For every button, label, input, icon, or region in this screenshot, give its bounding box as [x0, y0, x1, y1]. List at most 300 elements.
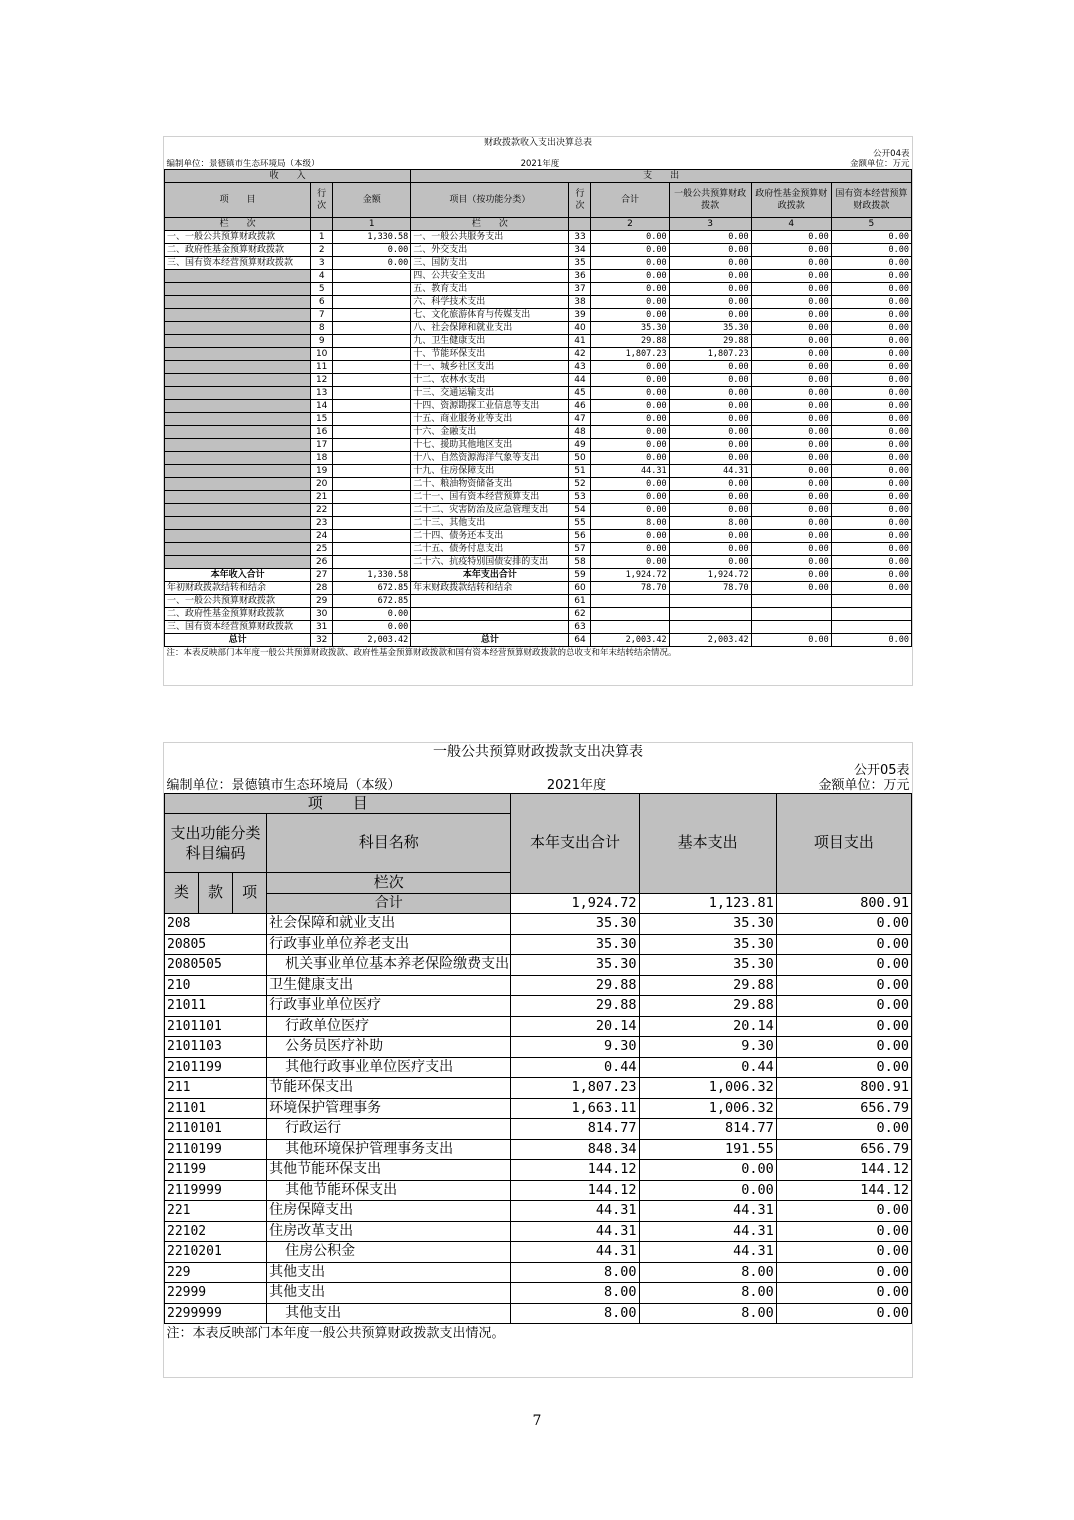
summary-row [165, 504, 912, 517]
column-label-2: 栏 次 [411, 218, 569, 231]
income-line: 6 [311, 296, 333, 309]
expense-row [165, 1016, 912, 1037]
expense-value-4: 0.00 [831, 582, 911, 595]
expense-value-1: 0.00 [591, 530, 669, 543]
subject-name: 机关事业单位基本养老保险缴费支出 [267, 955, 511, 976]
expense-value-4: 0.00 [831, 634, 911, 647]
item-header: 项 目 [165, 793, 511, 814]
expense-line: 57 [569, 543, 591, 556]
income-amount [333, 322, 411, 335]
expense-value-4: 0.00 [831, 348, 911, 361]
income-line: 28 [311, 582, 333, 595]
expense-value-4: 0.00 [831, 517, 911, 530]
sum-label: 合计 [267, 893, 511, 914]
expense-item: 二十二、灾害防治及应急管理支出 [411, 504, 569, 517]
income-line: 14 [311, 400, 333, 413]
expense-value-3: 0.00 [751, 348, 831, 361]
expense-value-2: 0.00 [669, 309, 751, 322]
summary-row [165, 465, 912, 478]
expense-value-1: 2,003.42 [591, 634, 669, 647]
expense-value-3: 0.00 [751, 478, 831, 491]
summary-row [165, 400, 912, 413]
summary-row [165, 452, 912, 465]
expense-value-3: 0.00 [751, 374, 831, 387]
subject-name: 公务员医疗补助 [267, 1037, 511, 1058]
subject-name: 行政运行 [267, 1119, 511, 1140]
row-basic: 1,006.32 [639, 1098, 776, 1119]
expense-value-3: 0.00 [751, 569, 831, 582]
expense-line: 52 [569, 478, 591, 491]
expense-value-1: 0.00 [591, 231, 669, 244]
expense-value-4: 0.00 [831, 270, 911, 283]
subject-name: 行政事业单位养老支出 [267, 934, 511, 955]
sum-basic: 1,123.81 [639, 893, 776, 914]
expense-value-1: 0.00 [591, 296, 669, 309]
carry-row [165, 582, 912, 595]
expense-row [165, 1262, 912, 1283]
income-line: 27 [311, 569, 333, 582]
expense-row [165, 1283, 912, 1304]
expense-value-1: 0.00 [591, 439, 669, 452]
summary-row [165, 543, 912, 556]
col-number-5: 5 [831, 218, 911, 231]
expense-value-3 [751, 595, 831, 608]
expense-line: 37 [569, 283, 591, 296]
income-item [165, 270, 311, 283]
summary-row [165, 361, 912, 374]
row-basic: 29.88 [639, 975, 776, 996]
income-amount [333, 530, 411, 543]
income-amount [333, 543, 411, 556]
expense-value-2: 0.00 [669, 257, 751, 270]
fiscal-summary-grid [164, 137, 912, 659]
row-basic: 20.14 [639, 1016, 776, 1037]
row-project: 0.00 [776, 996, 911, 1017]
function-code: 21199 [165, 1160, 267, 1181]
expense-value-1: 0.00 [591, 244, 669, 257]
page-number: 7 [532, 1413, 542, 1429]
expense-line: 50 [569, 452, 591, 465]
table2-form-code: 公开05表 [853, 762, 910, 778]
expense-value-3: 0.00 [751, 257, 831, 270]
row-total: 1,663.11 [511, 1098, 639, 1119]
expense-item: 四、公共安全支出 [411, 270, 569, 283]
row-project: 0.00 [776, 1221, 911, 1242]
summary-row [165, 309, 912, 322]
expense-row [165, 1057, 912, 1078]
col-number-4: 4 [751, 218, 831, 231]
income-item [165, 413, 311, 426]
expense-item: 五、教育支出 [411, 283, 569, 296]
expense-value-1: 0.00 [591, 400, 669, 413]
function-code: 2299999 [165, 1303, 267, 1324]
expense-value-2: 8.00 [669, 517, 751, 530]
expense-value-4: 0.00 [831, 400, 911, 413]
expense-item: 一、一般公共服务支出 [411, 231, 569, 244]
row-basic: 35.30 [639, 934, 776, 955]
expense-value-1 [591, 608, 669, 621]
income-item [165, 348, 311, 361]
item-func-header: 项目（按功能分类） [411, 183, 569, 218]
income-amount [333, 465, 411, 478]
expense-row [165, 934, 912, 955]
expense-item: 总计 [411, 634, 569, 647]
row-project: 0.00 [776, 914, 911, 935]
income-amount [333, 400, 411, 413]
expense-value-1: 0.00 [591, 270, 669, 283]
expense-value-1: 1,807.23 [591, 348, 669, 361]
expense-value-4: 0.00 [831, 426, 911, 439]
expense-row [165, 1160, 912, 1181]
expense-item [411, 621, 569, 634]
expense-line: 54 [569, 504, 591, 517]
expense-row [165, 1139, 912, 1160]
income-line: 2 [311, 244, 333, 257]
income-item: 二、政府性基金预算财政拨款 [165, 244, 311, 257]
expense-value-1: 0.00 [591, 309, 669, 322]
income-line: 15 [311, 413, 333, 426]
function-code: 2210201 [165, 1242, 267, 1263]
expense-line: 36 [569, 270, 591, 283]
expense-item: 十三、交通运输支出 [411, 387, 569, 400]
expense-item: 本年支出合计 [411, 569, 569, 582]
expense-value-2: 35.30 [669, 322, 751, 335]
income-line: 19 [311, 465, 333, 478]
expense-value-2: 0.00 [669, 452, 751, 465]
expense-value-4: 0.00 [831, 335, 911, 348]
fiscal-summary-table [163, 136, 913, 686]
summary-row [165, 296, 912, 309]
income-amount [333, 556, 411, 569]
expense-value-1: 0.00 [591, 478, 669, 491]
row-project: 0.00 [776, 1242, 911, 1263]
expense-item: 十、节能环保支出 [411, 348, 569, 361]
expense-value-1: 29.88 [591, 335, 669, 348]
expense-item: 九、卫生健康支出 [411, 335, 569, 348]
income-line: 8 [311, 322, 333, 335]
expense-value-4: 0.00 [831, 257, 911, 270]
expense-value-4: 0.00 [831, 569, 911, 582]
expense-value-3: 0.00 [751, 426, 831, 439]
expense-item: 十五、商业服务业等支出 [411, 413, 569, 426]
expense-item: 二十一、国有资本经营预算支出 [411, 491, 569, 504]
expense-value-3: 0.00 [751, 335, 831, 348]
expense-value-2: 1,807.23 [669, 348, 751, 361]
row-total: 144.12 [511, 1160, 639, 1181]
expense-item [411, 608, 569, 621]
expense-value-3: 0.00 [751, 491, 831, 504]
income-line: 32 [311, 634, 333, 647]
subject-name: 社会保障和就业支出 [267, 914, 511, 935]
expense-value-3: 0.00 [751, 296, 831, 309]
income-line: 4 [311, 270, 333, 283]
row-total: 8.00 [511, 1303, 639, 1324]
expense-value-1: 0.00 [591, 257, 669, 270]
income-amount: 1,330.58 [333, 231, 411, 244]
income-amount [333, 517, 411, 530]
expense-line: 55 [569, 517, 591, 530]
expense-line: 39 [569, 309, 591, 322]
total-header: 本年支出合计 [511, 793, 639, 893]
expense-row [165, 1201, 912, 1222]
expense-value-4: 0.00 [831, 309, 911, 322]
row-project: 0.00 [776, 1283, 911, 1304]
expense-row [165, 1180, 912, 1201]
expense-item: 二十五、债务付息支出 [411, 543, 569, 556]
expense-value-4: 0.00 [831, 387, 911, 400]
expense-value-3 [751, 608, 831, 621]
line-header: 行次 [311, 183, 333, 218]
income-line: 7 [311, 309, 333, 322]
expense-value-2: 0.00 [669, 491, 751, 504]
expense-row [165, 1242, 912, 1263]
expense-value-1: 0.00 [591, 374, 669, 387]
income-item [165, 400, 311, 413]
expense-value-4: 0.00 [831, 361, 911, 374]
expense-value-4: 0.00 [831, 478, 911, 491]
expense-value-2 [669, 608, 751, 621]
function-code: 2080505 [165, 955, 267, 976]
expense-value-3 [751, 621, 831, 634]
col-number-2: 2 [591, 218, 669, 231]
general-header: 一般公共预算财政拨款 [669, 183, 751, 218]
summary-row [165, 283, 912, 296]
expense-value-2: 0.00 [669, 439, 751, 452]
income-line: 23 [311, 517, 333, 530]
expense-value-2: 0.00 [669, 270, 751, 283]
expense-item: 三、国防支出 [411, 257, 569, 270]
lei-header: 类 [165, 873, 199, 914]
general-budget-expense-table [163, 742, 913, 1378]
expense-value-1: 8.00 [591, 517, 669, 530]
income-amount: 1,330.58 [333, 569, 411, 582]
income-amount [333, 361, 411, 374]
function-code: 2101103 [165, 1037, 267, 1058]
basic-header: 基本支出 [639, 793, 776, 893]
expense-value-1: 78.70 [591, 582, 669, 595]
expense-row [165, 996, 912, 1017]
row-basic: 814.77 [639, 1119, 776, 1140]
expense-value-1: 0.00 [591, 413, 669, 426]
function-code: 22102 [165, 1221, 267, 1242]
income-line: 22 [311, 504, 333, 517]
expense-value-2: 2,003.42 [669, 634, 751, 647]
expense-item: 六、科学技术支出 [411, 296, 569, 309]
row-project: 0.00 [776, 1057, 911, 1078]
subject-name: 卫生健康支出 [267, 975, 511, 996]
expense-line: 63 [569, 621, 591, 634]
income-amount [333, 413, 411, 426]
income-line: 12 [311, 374, 333, 387]
row-total: 29.88 [511, 996, 639, 1017]
income-amount [333, 439, 411, 452]
expense-value-4: 0.00 [831, 556, 911, 569]
table2-year: 2021年度 [546, 777, 606, 793]
income-amount: 0.00 [333, 257, 411, 270]
expense-value-2: 29.88 [669, 335, 751, 348]
income-line: 31 [311, 621, 333, 634]
function-code: 229 [165, 1262, 267, 1283]
row-basic: 1,006.32 [639, 1078, 776, 1099]
expense-value-3: 0.00 [751, 270, 831, 283]
summary-row [165, 491, 912, 504]
expense-value-4: 0.00 [831, 244, 911, 257]
general-budget-grid [164, 743, 912, 1344]
expense-row [165, 1078, 912, 1099]
function-code: 21011 [165, 996, 267, 1017]
row-project: 0.00 [776, 1016, 911, 1037]
summary-row [165, 530, 912, 543]
income-item [165, 387, 311, 400]
subject-name: 行政单位医疗 [267, 1016, 511, 1037]
summary-row [165, 257, 912, 270]
income-line: 18 [311, 452, 333, 465]
carry-row [165, 595, 912, 608]
table1-year: 2021年度 [520, 159, 560, 169]
expense-line: 56 [569, 530, 591, 543]
expense-value-4: 0.00 [831, 491, 911, 504]
income-item [165, 452, 311, 465]
summary-row [165, 439, 912, 452]
income-item [165, 439, 311, 452]
expense-value-1: 0.00 [591, 361, 669, 374]
expense-value-3: 0.00 [751, 283, 831, 296]
income-item: 二、政府性基金预算财政拨款 [165, 608, 311, 621]
expense-item: 十四、资源勘探工业信息等支出 [411, 400, 569, 413]
income-amount: 2,003.42 [333, 634, 411, 647]
function-code: 21101 [165, 1098, 267, 1119]
row-total: 44.31 [511, 1242, 639, 1263]
subject-name: 其他行政事业单位医疗支出 [267, 1057, 511, 1078]
expense-line: 64 [569, 634, 591, 647]
row-basic: 44.31 [639, 1201, 776, 1222]
expense-value-3: 0.00 [751, 504, 831, 517]
expense-value-4: 0.00 [831, 452, 911, 465]
summary-row [165, 322, 912, 335]
expense-value-4: 0.00 [831, 283, 911, 296]
expense-value-1: 0.00 [591, 556, 669, 569]
subject-name: 其他支出 [267, 1262, 511, 1283]
income-line: 29 [311, 595, 333, 608]
expense-value-2: 0.00 [669, 504, 751, 517]
expense-value-3: 0.00 [751, 387, 831, 400]
row-basic: 191.55 [639, 1139, 776, 1160]
table1-unit: 金额单位：万元 [849, 159, 910, 169]
subject-name: 住房改革支出 [267, 1221, 511, 1242]
summary-row [165, 270, 912, 283]
row-total: 35.30 [511, 914, 639, 935]
expense-row [165, 1303, 912, 1324]
xiang-header: 项 [233, 873, 267, 914]
expense-line: 47 [569, 413, 591, 426]
row-basic: 8.00 [639, 1303, 776, 1324]
subject-name: 节能环保支出 [267, 1078, 511, 1099]
func-code-header: 支出功能分类科目编码 [165, 814, 267, 873]
income-item [165, 517, 311, 530]
income-item [165, 491, 311, 504]
expense-item [411, 595, 569, 608]
expense-item: 二、外交支出 [411, 244, 569, 257]
col-number-3: 3 [669, 218, 751, 231]
expense-value-2: 0.00 [669, 296, 751, 309]
amount-header: 金额 [333, 183, 411, 218]
income-item: 三、国有资本经营预算财政拨款 [165, 257, 311, 270]
income-item [165, 530, 311, 543]
function-code: 20805 [165, 934, 267, 955]
summary-row [165, 426, 912, 439]
income-amount: 672.85 [333, 582, 411, 595]
income-header: 收 入 [165, 170, 411, 183]
summary-total-row [165, 569, 912, 582]
income-line: 9 [311, 335, 333, 348]
row-project: 0.00 [776, 1303, 911, 1324]
expense-line: 51 [569, 465, 591, 478]
subject-name: 其他节能环保支出 [267, 1160, 511, 1181]
expense-item: 十一、城乡社区支出 [411, 361, 569, 374]
table2-note: 注：本表反映部门本年度一般公共预算财政拨款支出情况。 [166, 1326, 505, 1341]
expense-line: 43 [569, 361, 591, 374]
kuan-header: 款 [199, 873, 233, 914]
row-total: 44.31 [511, 1201, 639, 1222]
row-total: 9.30 [511, 1037, 639, 1058]
expense-line: 60 [569, 582, 591, 595]
income-line: 16 [311, 426, 333, 439]
row-total: 1,807.23 [511, 1078, 639, 1099]
function-code: 211 [165, 1078, 267, 1099]
expense-line: 53 [569, 491, 591, 504]
row-total: 35.30 [511, 934, 639, 955]
expense-row [165, 1037, 912, 1058]
expense-value-3: 0.00 [751, 361, 831, 374]
expense-value-1: 0.00 [591, 387, 669, 400]
expense-value-1: 0.00 [591, 543, 669, 556]
summary-row [165, 374, 912, 387]
expense-line: 61 [569, 595, 591, 608]
row-project: 0.00 [776, 1201, 911, 1222]
income-amount [333, 309, 411, 322]
grand-total-row [165, 634, 912, 647]
subject-name: 其他支出 [267, 1303, 511, 1324]
expense-row [165, 1119, 912, 1140]
expense-value-4: 0.00 [831, 374, 911, 387]
expense-item: 十九、住房保障支出 [411, 465, 569, 478]
expense-value-3: 0.00 [751, 517, 831, 530]
col-number-1: 1 [333, 218, 411, 231]
row-basic: 0.00 [639, 1180, 776, 1201]
expense-value-1: 35.30 [591, 322, 669, 335]
income-item: 总计 [165, 634, 311, 647]
column-label: 栏次 [267, 873, 511, 894]
expense-value-3: 0.00 [751, 244, 831, 257]
expense-value-2 [669, 595, 751, 608]
expense-value-4 [831, 621, 911, 634]
expense-value-2: 44.31 [669, 465, 751, 478]
income-line: 1 [311, 231, 333, 244]
function-code: 22999 [165, 1283, 267, 1304]
table2-title: 一般公共预算财政拨款支出决算表 [433, 744, 643, 760]
table1-form-code: 公开04表 [873, 149, 910, 159]
expense-header: 支 出 [411, 170, 912, 183]
summary-row [165, 556, 912, 569]
expense-value-2: 0.00 [669, 530, 751, 543]
expense-row [165, 1221, 912, 1242]
income-item [165, 283, 311, 296]
table1-note: 注：本表反映部门本年度一般公共预算财政拨款、政府性基金预算财政拨款和国有资本经营预算财政拨款的总收支和年末结转结余情况。 [166, 648, 677, 658]
expense-line: 59 [569, 569, 591, 582]
expense-value-4: 0.00 [831, 530, 911, 543]
income-line: 10 [311, 348, 333, 361]
row-project: 0.00 [776, 1037, 911, 1058]
